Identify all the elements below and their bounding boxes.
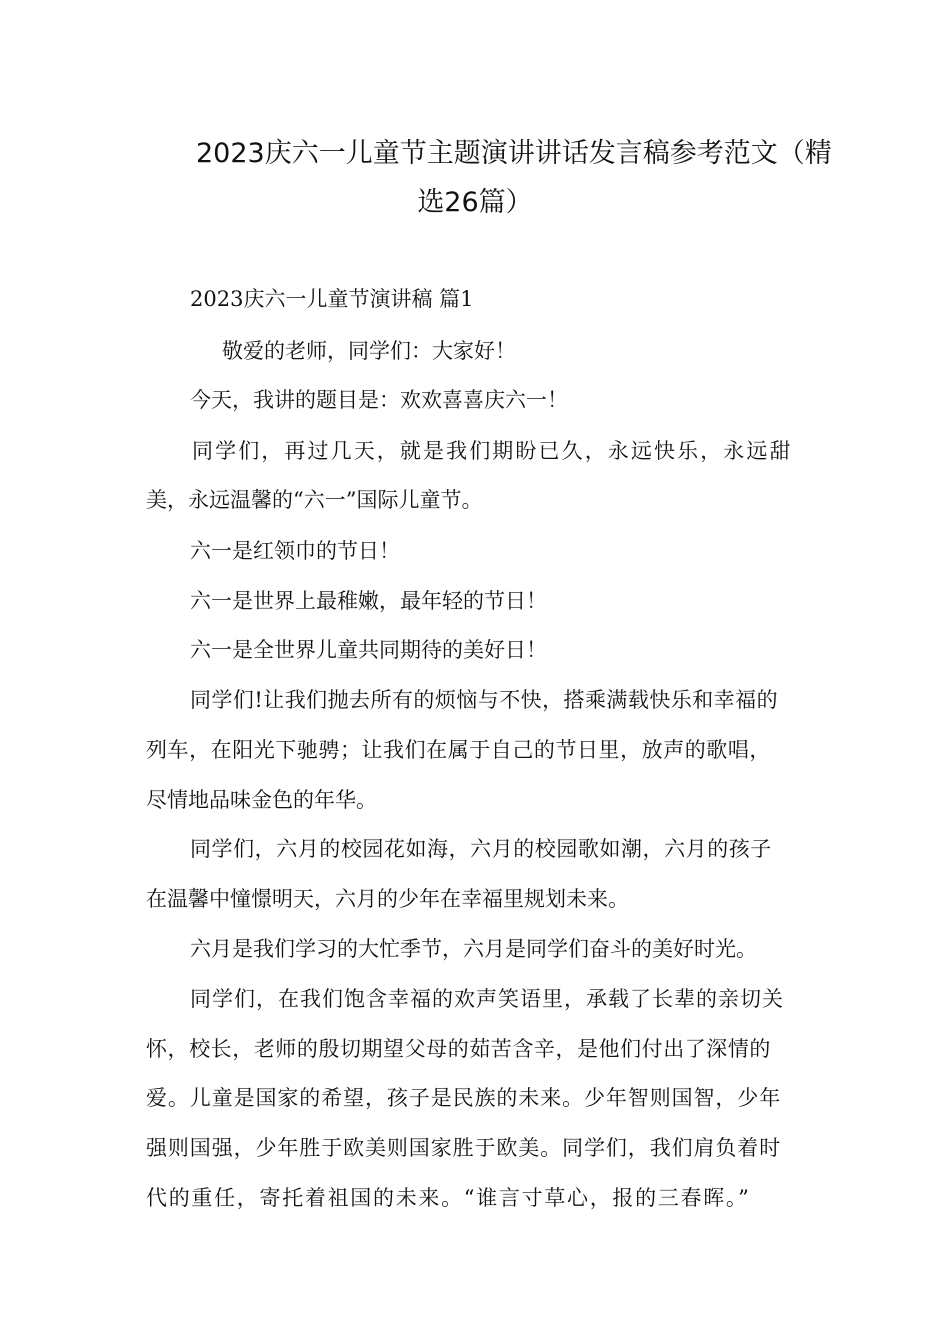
paragraph-line: 六一是世界上最稚嫩，最年轻的节日！ [190,589,547,613]
paragraph-line: 代的重任，寄托着祖国的未来。“谁言寸草心，报的三春晖。” [146,1186,751,1210]
paragraph-line: 同学们，再过几天，就是我们期盼已久，永远快乐，永远甜 [192,439,793,463]
paragraph-line: 在温馨中憧憬明天，六月的少年在幸福里规划未来。 [146,887,629,911]
paragraph-line: 怀，校长，老师的殷切期望父母的茹苦含辛，是他们付出了深情的 [146,1037,771,1061]
paragraph-line: 同学们，在我们饱含幸福的欢声笑语里，承载了长辈的亲切关 [190,987,784,1011]
paragraph-line: 六一是红领巾的节日！ [190,539,400,563]
paragraph-line: 尽情地品味金色的年华。 [146,788,377,812]
paragraph-line: 爱。儿童是国家的希望，孩子是民族的未来。少年智则国智，少年 [146,1086,782,1110]
greeting-line: 敬爱的老师，同学们：大家好！ [222,339,516,363]
document-title-line-2: 选26篇） [417,187,533,218]
document-title-line-1: 2023庆六一儿童节主题演讲讲话发言稿参考范文（精 [196,138,832,169]
paragraph-line: 同学们，六月的校园花如海，六月的校园歌如潮，六月的孩子 [190,837,772,861]
paragraph-line: 强则国强，少年胜于欧美则国家胜于欧美。同学们，我们肩负着时 [146,1136,782,1160]
paragraph-line: 美，永远温馨的“六一”国际儿童节。 [146,488,483,512]
paragraph-line: 同学们!让我们抛去所有的烦恼与不快，搭乘满载快乐和幸福的 [190,688,779,712]
paragraph-line: 六一是全世界儿童共同期待的美好日！ [190,638,547,662]
paragraph-line: 列车，在阳光下驰骋；让我们在属于自己的节日里，放声的歌唱， [146,738,771,762]
paragraph-line: 六月是我们学习的大忙季节，六月是同学们奋斗的美好时光。 [190,937,757,961]
paragraph-line: 今天，我讲的题目是：欢欢喜喜庆六一！ [190,388,568,412]
section-heading: 2023庆六一儿童节演讲稿 篇1 [190,287,474,311]
